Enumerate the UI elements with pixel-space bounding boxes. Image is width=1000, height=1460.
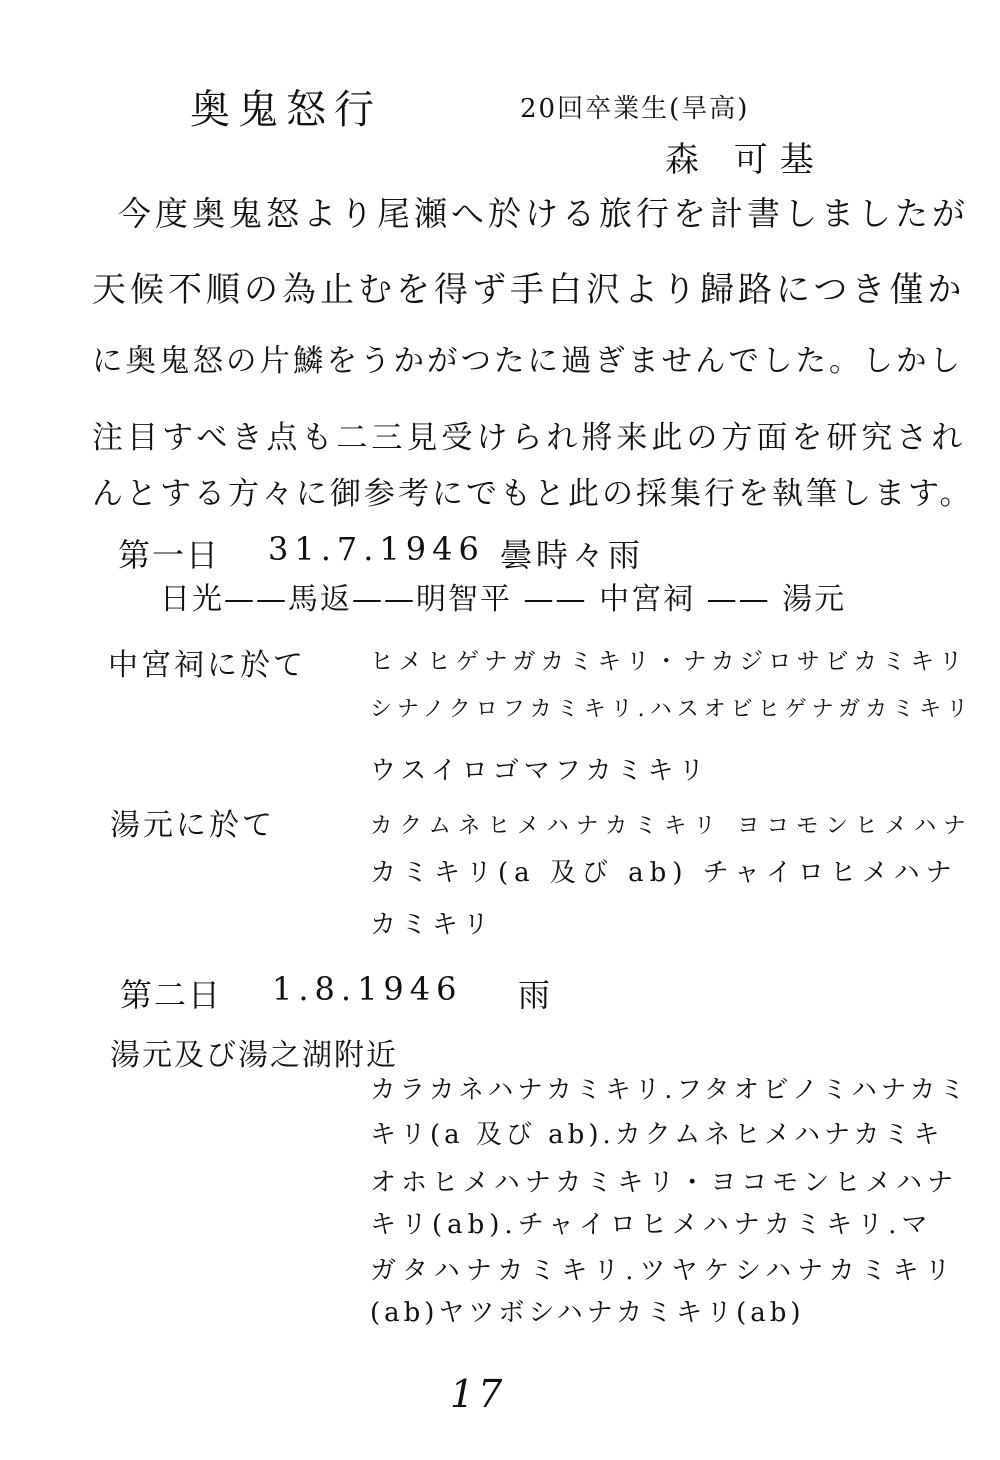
species-line: シナノクロフカミキリ.ハスオビヒゲナガカミキリ	[370, 697, 974, 722]
species-line: カミキリ	[370, 910, 495, 940]
page-number: 17	[450, 1372, 507, 1416]
intro-line: 注目すべき点も二三見受けられ將来此の方面を研究され	[92, 420, 967, 456]
day1-date: 31.7.1946	[268, 530, 485, 568]
location-yunoko: 湯元及び湯之湖附近	[110, 1038, 398, 1073]
location-chuguji: 中宮祠に於て	[108, 648, 306, 683]
intro-line: に奥鬼怒の片鱗をうかがつたに過ぎませんでした。しかし	[92, 344, 963, 379]
species-line: ガタハナカミキリ.ツヤケシハナカミキリ	[370, 1256, 957, 1286]
intro-line: 今度奥鬼怒より尾瀬へ於ける旅行を計書しましたが	[118, 194, 969, 233]
day1-route: 日光——馬返——明智平 —— 中宮祠 —— 湯元	[160, 582, 847, 617]
species-line: カラカネハナカミキリ.フタオビノミハナカミ	[370, 1075, 969, 1105]
species-line: (ab)ヤツボシハナカミキリ(ab)	[370, 1298, 805, 1328]
species-line: カクムネヒメハナカミキリ ヨコモンヒメハナ	[370, 813, 973, 839]
species-line: カミキリ(a 及び ab) チャイロヒメハナ	[370, 858, 958, 888]
species-line: ウスイロゴマフカミキリ	[370, 756, 710, 786]
intro-line: んとする方々に御参考にでもと此の採集行を執筆します。	[92, 476, 974, 512]
species-line: キリ(a 及び ab).カクムネヒメハナカミキ	[370, 1120, 944, 1150]
location-yumoto: 湯元に於て	[110, 808, 275, 843]
author-name: 森 可基	[665, 140, 826, 180]
species-line: オホヒメハナカミキリ・ヨコモンヒメハナ	[370, 1168, 958, 1198]
day2-weather: 雨	[518, 976, 553, 1014]
species-line: キリ(ab).チャイロヒメハナカミキリ.マ	[370, 1210, 933, 1240]
author-class: 20回卒業生(旱高)	[520, 94, 750, 124]
intro-line: 天候不順の為止むを得ず手白沢より歸路につき僅か	[92, 270, 966, 310]
day2-date: 1.8.1946	[272, 970, 463, 1008]
day1-weather: 曇時々雨	[500, 536, 645, 574]
day2-label: 第二日	[120, 976, 223, 1014]
species-line: ヒメヒゲナガカミキリ・ナカジロサビカミキリ	[370, 647, 968, 675]
day1-label: 第一日	[118, 536, 221, 574]
document-title: 奥鬼怒行	[190, 87, 382, 133]
